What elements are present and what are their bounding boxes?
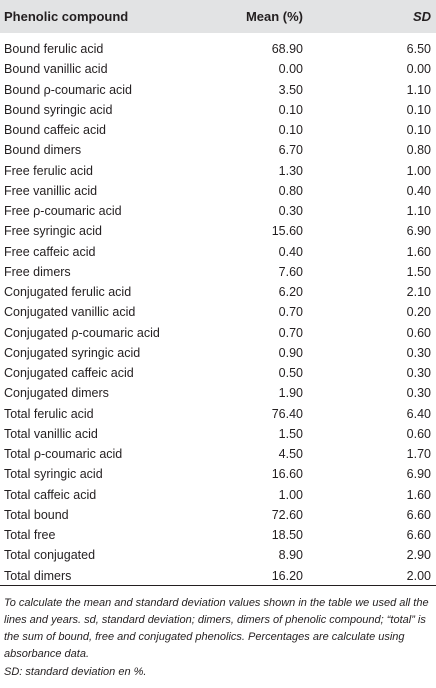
compound-cell: Conjugated syringic acid xyxy=(4,345,141,360)
table-row xyxy=(0,404,436,424)
sd-cell: 6.50 xyxy=(406,42,431,56)
mean-cell: 1.00 xyxy=(278,487,303,502)
mean-cell: 0.00 xyxy=(278,62,303,77)
header-mean: Mean (%) xyxy=(245,9,303,24)
sd-cell: 1.10 xyxy=(406,82,431,97)
table-row xyxy=(0,505,436,525)
table-row xyxy=(0,140,436,160)
compound-cell: Bound ferulic acid xyxy=(4,42,104,56)
sd-cell: 0.10 xyxy=(406,123,431,137)
mean-cell: 18.50 xyxy=(271,528,303,542)
mean-cell: 0.70 xyxy=(278,325,303,340)
compound-cell: Free ρ-coumaric acid xyxy=(4,204,122,218)
table-row xyxy=(0,59,436,79)
table-row xyxy=(0,161,436,181)
table-row xyxy=(0,485,436,505)
table-footnote-sd: SD: standard deviation en %. xyxy=(4,666,147,678)
sd-cell: 6.60 xyxy=(406,507,431,522)
sd-cell: 0.20 xyxy=(406,305,431,320)
compound-cell: Total caffeic acid xyxy=(4,487,97,502)
mean-cell: 0.40 xyxy=(278,244,303,259)
header-sd: SD xyxy=(412,9,431,24)
header-compound: Phenolic compound xyxy=(4,9,129,24)
table-row xyxy=(0,221,436,241)
compound-cell: Bound dimers xyxy=(4,143,82,158)
compound-cell: Free vanillic acid xyxy=(4,183,98,198)
compound-cell: Bound ρ-coumaric acid xyxy=(4,82,133,97)
compound-cell: Total free xyxy=(4,528,56,542)
sd-cell: 1.60 xyxy=(406,244,431,259)
sd-cell: 2.00 xyxy=(406,568,431,583)
mean-cell: 76.40 xyxy=(271,406,303,421)
table-row xyxy=(0,120,436,140)
sd-cell: 2.90 xyxy=(406,548,431,563)
mean-cell: 0.10 xyxy=(278,123,303,137)
sd-cell: 1.50 xyxy=(406,264,431,279)
sd-cell: 2.10 xyxy=(406,285,431,299)
compound-cell: Free dimers xyxy=(4,264,71,279)
compound-cell: Conjugated dimers xyxy=(4,386,109,401)
mean-cell: 1.90 xyxy=(278,386,303,401)
sd-cell: 0.30 xyxy=(406,386,431,401)
sd-cell: 6.60 xyxy=(406,528,431,542)
table-row xyxy=(0,323,436,343)
table-row xyxy=(0,100,436,120)
sd-cell: 0.00 xyxy=(406,62,431,77)
compound-cell: Conjugated vanillic acid xyxy=(4,305,136,320)
mean-cell: 0.70 xyxy=(278,305,303,320)
compound-cell: Conjugated caffeic acid xyxy=(4,366,134,380)
compound-cell: Bound vanillic acid xyxy=(4,62,108,77)
sd-cell: 6.90 xyxy=(406,224,431,239)
sd-cell: 0.60 xyxy=(406,325,431,340)
sd-cell: 0.30 xyxy=(406,345,431,360)
table-row xyxy=(0,201,436,221)
mean-cell: 0.80 xyxy=(278,183,303,198)
table-row xyxy=(0,424,436,444)
sd-cell: 0.60 xyxy=(406,426,431,441)
mean-cell: 0.30 xyxy=(278,204,303,218)
table-row xyxy=(0,444,436,464)
table-row xyxy=(0,566,436,586)
table-row xyxy=(0,242,436,262)
mean-cell: 68.90 xyxy=(271,42,303,56)
table-header xyxy=(0,0,436,33)
table-bottom-rule xyxy=(0,585,436,586)
table-row xyxy=(0,363,436,383)
table-row xyxy=(0,525,436,545)
compound-cell: Conjugated ρ-coumaric acid xyxy=(4,325,160,340)
sd-cell: 0.80 xyxy=(406,143,431,158)
compound-cell: Bound caffeic acid xyxy=(4,123,106,137)
mean-cell: 1.50 xyxy=(278,426,303,441)
table-body xyxy=(0,39,436,586)
table-row xyxy=(0,545,436,565)
mean-cell: 0.50 xyxy=(278,366,303,380)
sd-cell: 1.60 xyxy=(406,487,431,502)
table-row xyxy=(0,262,436,282)
mean-cell: 0.90 xyxy=(278,345,303,360)
mean-cell: 16.60 xyxy=(271,467,303,482)
compound-cell: Free syringic acid xyxy=(4,224,102,239)
sd-cell: 1.70 xyxy=(406,447,431,461)
sd-cell: 6.90 xyxy=(406,467,431,482)
mean-cell: 6.70 xyxy=(278,143,303,158)
sd-cell: 0.40 xyxy=(406,183,431,198)
compound-cell: Conjugated ferulic acid xyxy=(4,285,132,299)
table-row xyxy=(0,383,436,403)
compound-cell: Total bound xyxy=(4,507,69,522)
compound-cell: Total ρ-coumaric acid xyxy=(4,447,123,461)
sd-cell: 6.40 xyxy=(406,406,431,421)
table-footnote: To calculate the mean and standard deviation values shown in the table we used all the lines and years. sd, standard deviation; dimers, dimers of phenolic compound; “total” is the sum of bound, free and conjugated phenolics. Percentages are calculate using absorbance data. xyxy=(4,597,429,660)
mean-cell: 6.20 xyxy=(278,285,303,299)
mean-cell: 4.50 xyxy=(278,447,303,461)
table-row xyxy=(0,181,436,201)
table-row xyxy=(0,80,436,100)
compound-cell: Total dimers xyxy=(4,568,72,583)
mean-cell: 0.10 xyxy=(278,102,303,117)
mean-cell: 15.60 xyxy=(271,224,303,239)
sd-cell: 0.30 xyxy=(406,366,431,380)
table-row xyxy=(0,282,436,302)
compound-cell: Total syringic acid xyxy=(4,467,103,482)
mean-cell: 72.60 xyxy=(271,507,303,522)
compound-cell: Free caffeic acid xyxy=(4,244,96,259)
mean-cell: 3.50 xyxy=(278,82,303,97)
mean-cell: 16.20 xyxy=(271,568,303,583)
compound-cell: Free ferulic acid xyxy=(4,163,93,178)
mean-cell: 7.60 xyxy=(278,264,303,279)
compound-cell: Total ferulic acid xyxy=(4,406,94,421)
sd-cell: 1.10 xyxy=(406,204,431,218)
table-row xyxy=(0,39,436,59)
compound-cell: Total conjugated xyxy=(4,548,96,563)
sd-cell: 1.00 xyxy=(406,163,431,178)
sd-cell: 0.10 xyxy=(406,102,431,117)
table-row xyxy=(0,343,436,363)
compound-cell: Bound syringic acid xyxy=(4,102,113,117)
mean-cell: 1.30 xyxy=(278,163,303,178)
table-row xyxy=(0,302,436,322)
mean-cell: 8.90 xyxy=(278,548,303,563)
table-row xyxy=(0,464,436,484)
compound-cell: Total vanillic acid xyxy=(4,426,98,441)
